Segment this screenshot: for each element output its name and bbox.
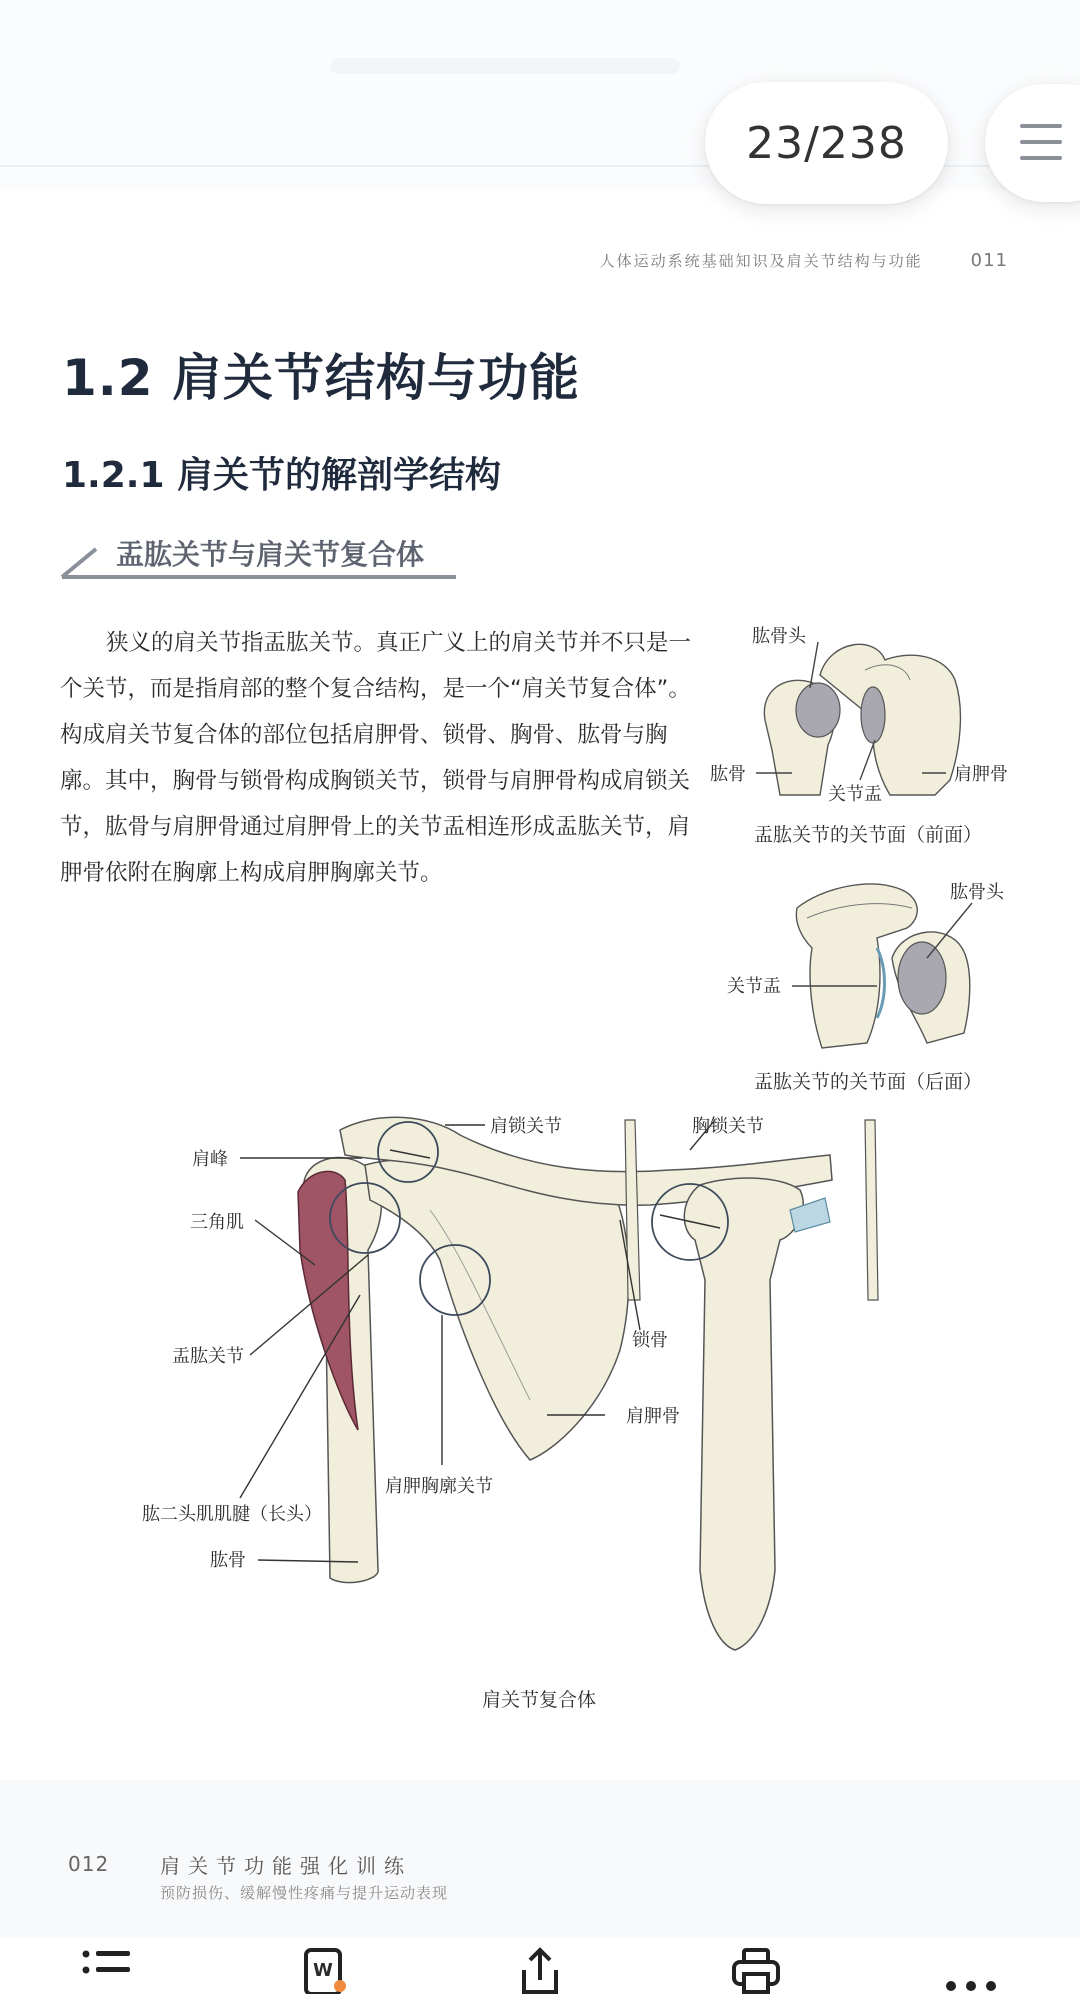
label-humeral-head: 肱骨头: [752, 626, 806, 647]
label-deltoid: 三角肌: [190, 1212, 244, 1233]
label-biceps-long-head: 肱二头肌肌腱（长头）: [142, 1504, 322, 1525]
svg-text:W: W: [313, 1960, 333, 1981]
figure-shoulder-complex: [130, 1100, 950, 1700]
running-header-text: 人体运动系统基础知识及肩关节结构与功能: [599, 252, 923, 270]
bottom-toolbar: [0, 1938, 1080, 1995]
label-acromioclavicular: 肩锁关节: [490, 1116, 562, 1137]
body-paragraph-text: 狭义的肩关节指盂肱关节。真正广义上的肩关节并不只是一个关节，而是指肩部的整个复合结构，是一个“肩关节复合体”。构成肩关节复合体的部位包括肩胛骨、锁骨、胸骨、肱骨与胸廓。其中，胸骨与锁骨构成胸锁关节，锁骨与肩胛骨构成肩锁关节，肱骨与肩胛骨通过肩胛骨上的关节盂相连形成盂肱关节，肩胛骨依附在胸廓上构成肩胛胸廓关节。: [60, 630, 692, 886]
footer-book-subtitle: 预防损伤、缓解慢性疼痛与提升运动表现: [160, 1884, 449, 1902]
humeral-head-surface-back: [898, 942, 946, 1014]
running-header: [600, 250, 1008, 271]
caption-front: 盂肱关节的关节面（前面）: [754, 824, 983, 846]
list-button[interactable]: [70, 1944, 142, 1995]
humeral-head-surface: [796, 683, 840, 737]
footer-page-number: 012: [68, 1852, 110, 1876]
label-humeral-head-back: 肱骨头: [950, 882, 1004, 903]
share-button[interactable]: [504, 1944, 576, 1995]
figure-glenohumeral-back: [712, 868, 1042, 1098]
caption-main: 肩关节复合体: [482, 1689, 597, 1711]
label-scapula-main: 肩胛骨: [626, 1406, 680, 1427]
word-export-button[interactable]: [288, 1944, 360, 1995]
topic-heading: [60, 525, 460, 585]
label-clavicle: 锁骨: [632, 1330, 668, 1351]
more-icon: [941, 1944, 1001, 1994]
page-indicator[interactable]: 23/238: [705, 82, 948, 204]
hamburger-menu-icon: [1020, 124, 1062, 172]
blurred-header-text: [330, 58, 680, 74]
label-sternoclavicular: 胸锁关节: [692, 1116, 764, 1137]
footer-book-title: 肩关节功能强化训练: [160, 1854, 412, 1878]
label-glenohumeral: 盂肱关节: [172, 1346, 244, 1367]
label-scapula: 肩胛骨: [954, 764, 1008, 785]
body-paragraph: [60, 620, 692, 896]
running-header-page-number: 011: [970, 250, 1008, 271]
glenoid-surface: [861, 687, 885, 743]
label-acromion: 肩峰: [192, 1149, 228, 1170]
label-scapulothoracic: 肩胛胸廓关节: [385, 1476, 493, 1497]
label-humerus-main: 肱骨: [210, 1550, 246, 1571]
share-icon: [512, 1944, 568, 1994]
print-button[interactable]: [720, 1944, 792, 1995]
word-document-icon: [296, 1944, 352, 1994]
more-button[interactable]: [935, 1944, 1007, 1995]
label-glenoid-back: 关节盂: [727, 976, 781, 997]
list-icon: [78, 1944, 134, 1984]
label-glenoid: 关节盂: [828, 784, 882, 805]
print-icon: [728, 1944, 784, 1994]
label-humerus: 肱骨: [710, 764, 746, 785]
topic-heading-text: 盂肱关节与肩关节复合体: [116, 538, 425, 571]
caption-back: 盂肱关节的关节面（后面）: [754, 1071, 983, 1093]
section-title: 1.2 肩关节结构与功能: [62, 349, 580, 407]
subsection-title: 1.2.1 肩关节的解剖学结构: [62, 455, 502, 496]
